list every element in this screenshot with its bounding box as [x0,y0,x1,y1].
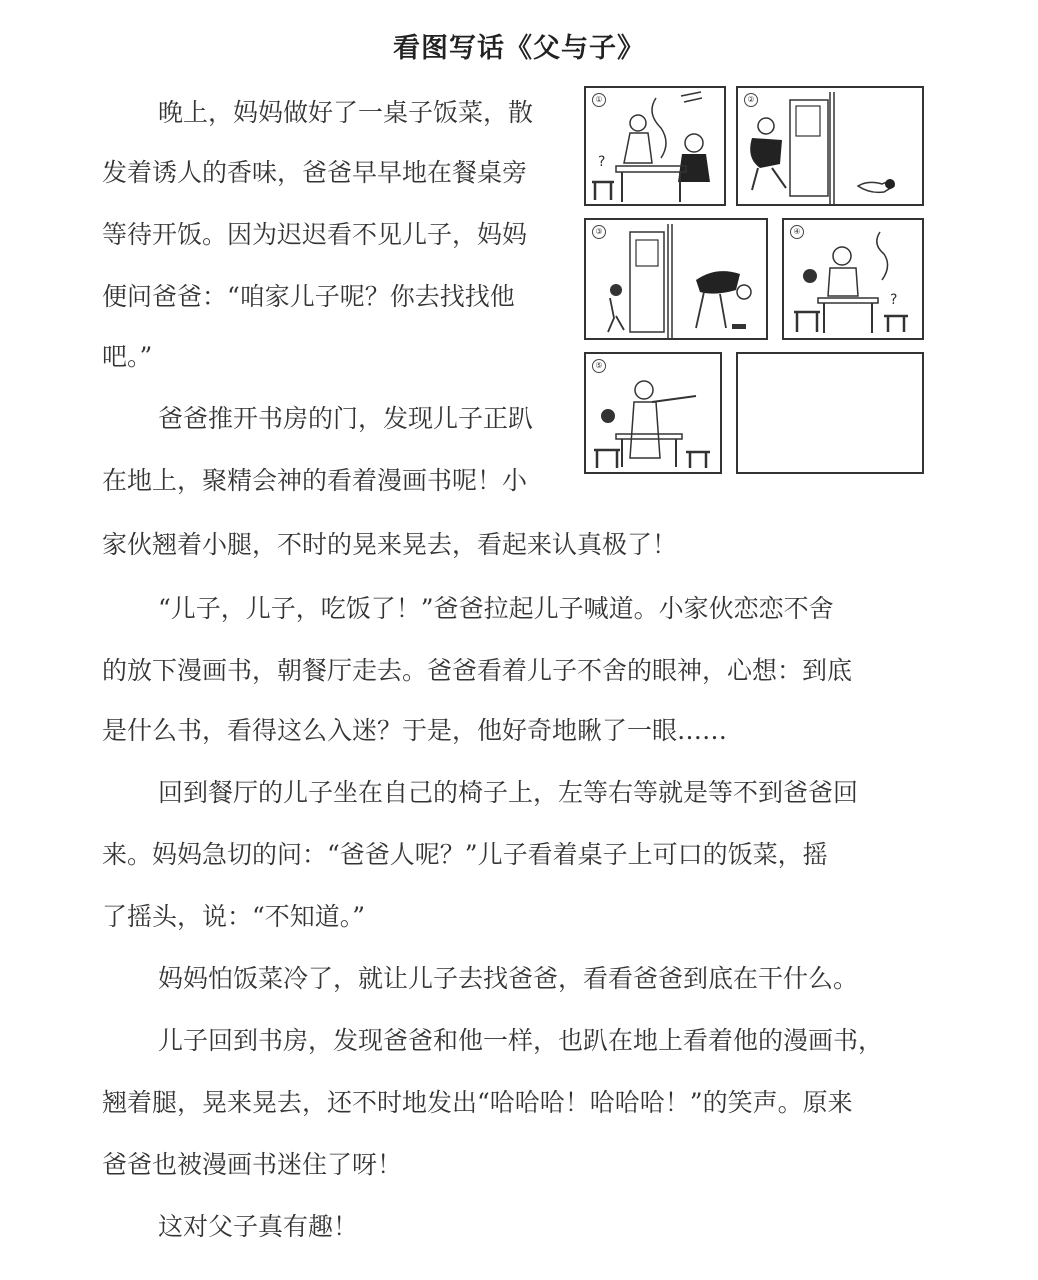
comic-panel-4 [782,218,924,340]
text-line: 翘着腿，晃来晃去，还不时地发出“哈哈哈！哈哈哈！”的笑声。原来 [102,1088,853,1117]
svg-text:?: ? [598,154,606,170]
comic-panel-5 [584,352,722,474]
text-line: 晚上，妈妈做好了一桌子饭菜，散 [158,98,534,127]
mother-and-son-table-illustration [784,220,926,342]
text-line: 来。妈妈急切的问：“爸爸人呢？”儿子看着桌子上可口的饭菜，摇 [102,840,828,869]
text-line: 是什么书，看得这么入迷？于是，他好奇地瞅了一眼…… [102,716,728,745]
comic-panel-blank [736,352,924,474]
panel-number: ② [744,93,758,107]
svg-text:?: ? [890,292,898,308]
text-line: 这对父子真有趣！ [158,1212,359,1241]
text-line: 便问爸爸：“咱家儿子呢？你去找找他 [102,282,515,311]
text-line: 了摇头，说：“不知道。” [102,902,366,931]
mother-pointing-illustration [586,354,724,476]
text-line: “儿子，儿子，吃饭了！”爸爸拉起儿子喊道。小家伙恋恋不舍 [158,594,834,623]
text-line: 爸爸推开书房的门，发现儿子正趴 [158,404,534,433]
panel-number: ③ [592,225,606,239]
text-line: 在地上，聚精会神的看着漫画书呢！小 [102,466,528,495]
text-line: 的放下漫画书，朝餐厅走去。爸爸看着儿子不舍的眼神，心想：到底 [102,656,853,685]
door-and-son-illustration [738,88,926,208]
comic-panel-1 [584,86,726,206]
study-room-illustration [586,220,770,342]
comic-panel-3 [584,218,768,340]
comic-panel-2 [736,86,924,206]
text-line: 儿子回到书房，发现爸爸和他一样，也趴在地上看着他的漫画书， [158,1026,884,1055]
text-line: 发着诱人的香味，爸爸早早地在餐桌旁 [102,158,528,187]
text-line: 吧。” [102,342,153,371]
text-line: 家伙翘着小腿，不时的晃来晃去，看起来认真极了！ [102,530,678,559]
text-line: 回到餐厅的儿子坐在自己的椅子上，左等右等就是等不到爸爸回 [158,778,859,807]
panel-number: ④ [790,225,804,239]
page-title: 看图写话《父与子》 [393,33,645,64]
text-line: 等待开饭。因为迟迟看不见儿子，妈妈 [102,220,528,249]
dinner-table-illustration [586,88,728,208]
panel-number: ⑤ [592,359,606,373]
panel-number: ① [592,93,606,107]
text-line: 妈妈怕饭菜冷了，就让儿子去找爸爸，看看爸爸到底在干什么。 [158,964,859,993]
text-line: 爸爸也被漫画书迷住了呀！ [102,1150,403,1179]
